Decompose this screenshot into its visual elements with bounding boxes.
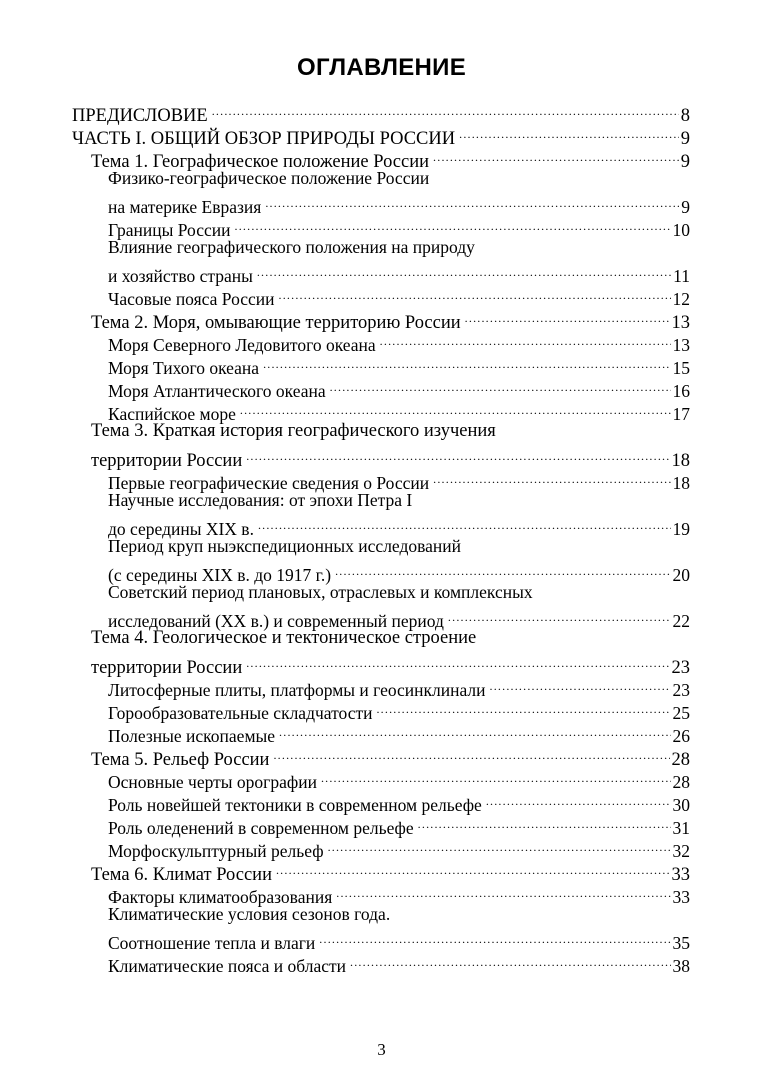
toc-entry-text: ЧАСТЬ I. ОБЩИЙ ОБЗОР ПРИРОДЫ РОССИИ: [72, 129, 456, 149]
toc-entry: [72, 627, 690, 650]
toc-entry-text: Советский период плановых, отраслевых и комплексных: [108, 582, 533, 602]
dot-leader: [465, 305, 670, 328]
toc-entry-page: 28: [671, 750, 690, 770]
dot-leader: [490, 673, 671, 696]
toc-entry: [72, 903, 690, 926]
toc-entry-text: Литосферные плиты, платформы и геосинклинали: [108, 680, 486, 700]
toc-entry-text: Полезные ископаемые: [108, 726, 276, 746]
toc-entry-page: 17: [672, 404, 690, 424]
dot-leader: [321, 765, 671, 788]
toc-entry: [72, 512, 690, 539]
toc-entry-page: 8: [680, 106, 690, 126]
toc-entry-page: 11: [673, 266, 690, 286]
toc-entry-text: Соотношение тепла и влаги: [108, 933, 316, 953]
toc-entry-text: Тема 5. Рельеф России: [91, 750, 270, 770]
toc-entry-text: Тема 1. Географическое положение России: [91, 152, 430, 172]
toc-entry-text: Тема 6. Климат России: [91, 865, 272, 885]
toc-entry-text: Основные черты орографии: [108, 772, 317, 792]
toc-entry-page: 26: [672, 726, 690, 746]
toc-entry-text: Физико-географическое положение России: [108, 168, 430, 188]
toc-entry-text: территории России: [91, 658, 243, 678]
table-of-contents: [72, 98, 690, 976]
toc-entry-text: Моря Северного Ледовитого океана: [108, 335, 376, 355]
dot-leader: [376, 696, 670, 719]
dot-leader: [279, 719, 670, 742]
toc-entry: [72, 650, 690, 678]
toc-entry-page: 23: [672, 680, 690, 700]
dot-leader: [279, 282, 671, 305]
dot-leader: [433, 144, 679, 167]
dot-leader: [448, 604, 671, 627]
toc-entry-page: 30: [672, 795, 690, 815]
toc-entry-text: Границы России: [108, 220, 231, 240]
dot-leader: [380, 328, 671, 351]
toc-entry-text: и хозяйство страны: [108, 266, 253, 286]
toc-entry: [72, 926, 690, 953]
toc-entry-text: Факторы климатообразования: [108, 887, 333, 907]
dot-leader: [240, 397, 671, 420]
toc-entry-page: 9: [681, 197, 690, 217]
toc-entry-text: Влияние географического положения на природу: [108, 237, 475, 257]
toc-entry-page: 28: [672, 772, 690, 792]
toc-entry: [72, 489, 690, 512]
dot-leader: [276, 857, 670, 880]
dot-leader: [258, 512, 671, 535]
toc-entry-text: Роль новейшей тектоники в современном рельефе: [108, 795, 482, 815]
toc-entry: [72, 259, 690, 286]
toc-entry-text: Горообразовательные складчатости: [108, 703, 373, 723]
toc-entry-text: Климатические пояса и области: [108, 956, 347, 976]
toc-entry-page: 32: [672, 841, 690, 861]
toc-entry-page: 9: [680, 129, 690, 149]
toc-entry-text: до середины XIX в.: [108, 519, 254, 539]
dot-leader: [319, 926, 670, 949]
dot-leader: [235, 213, 671, 236]
dot-leader: [433, 466, 670, 489]
toc-entry-page: 13: [672, 335, 690, 355]
toc-entry-text: Первые географические сведения о России: [108, 473, 430, 493]
toc-entry-text: Морфоскульптурный рельеф: [108, 841, 324, 861]
dot-leader: [263, 351, 670, 374]
toc-entry-text: ПРЕДИСЛОВИЕ: [72, 106, 208, 126]
toc-entry-page: 18: [672, 473, 690, 493]
toc-entry-page: 18: [671, 451, 690, 471]
dot-leader: [273, 742, 669, 765]
dot-leader: [486, 788, 671, 811]
toc-entry: [72, 604, 690, 631]
toc-entry-text: Тема 2. Моря, омывающие территорию России: [91, 313, 461, 333]
toc-entry-text: (с середины XIX в. до 1917 г.): [108, 565, 332, 585]
dot-leader: [418, 811, 671, 834]
toc-entry: [72, 236, 690, 259]
toc-entry: [72, 581, 690, 604]
toc-entry-text: Моря Атлантического океана: [108, 381, 326, 401]
toc-entry-text: территории России: [91, 451, 243, 471]
dot-leader: [335, 558, 670, 581]
toc-entry-page: 31: [672, 818, 690, 838]
page-number: 3: [377, 1040, 386, 1059]
toc-entry-page: 23: [671, 658, 690, 678]
toc-entry-text: Каспийское море: [108, 404, 236, 424]
toc-entry: [72, 535, 690, 558]
toc-entry-page: 10: [672, 220, 690, 240]
dot-leader: [350, 949, 670, 972]
toc-entry-page: 38: [672, 956, 690, 976]
toc-entry-text: на материке Евразия: [108, 197, 262, 217]
toc-entry-page: 16: [672, 381, 690, 401]
toc-entry-page: 25: [672, 703, 690, 723]
toc-entry-text: исследований (XX в.) и современный период: [108, 611, 444, 631]
dot-leader: [246, 443, 669, 466]
toc-entry: [72, 167, 690, 190]
toc-entry-page: 12: [672, 289, 690, 309]
toc-entry: [72, 98, 690, 126]
toc-entry-page: 15: [672, 358, 690, 378]
toc-entry-page: 33: [672, 887, 690, 907]
toc-entry-page: 20: [672, 565, 690, 585]
toc-entry: [72, 443, 690, 471]
toc-entry-text: Научные исследования: от эпохи Петра I: [108, 490, 413, 510]
toc-entry-text: Период круп ныэкспедиционных исследований: [108, 536, 462, 556]
toc-entry-page: 9: [680, 152, 690, 172]
toc-entry-text: Часовые пояса России: [108, 289, 275, 309]
dot-leader: [257, 259, 671, 282]
toc-entry-page: 22: [672, 611, 690, 631]
toc-entry: [72, 190, 690, 217]
dot-leader: [336, 880, 670, 903]
toc-entry-text: Роль оледенений в современном рельефе: [108, 818, 414, 838]
toc-entry-page: 19: [672, 519, 690, 539]
dot-leader: [212, 98, 679, 121]
toc-entry-text: Климатические условия сезонов года.: [108, 904, 391, 924]
page-title: ОГЛАВЛЕНИЕ: [296, 54, 467, 81]
toc-entry-text: Тема 4. Геологическое и тектоническое строение: [91, 628, 477, 648]
toc-entry: [72, 420, 690, 443]
toc-entry: [72, 558, 690, 585]
dot-leader: [330, 374, 671, 397]
dot-leader: [246, 650, 669, 673]
toc-entry-text: Тема 3. Краткая история географического изучения: [91, 421, 496, 441]
toc-entry-page: 13: [671, 313, 690, 333]
dot-leader: [459, 121, 679, 144]
toc-entry-page: 33: [671, 865, 690, 885]
dot-leader: [265, 190, 679, 213]
toc-entry-text: Моря Тихого океана: [108, 358, 260, 378]
toc-entry-page: 35: [672, 933, 690, 953]
dot-leader: [328, 834, 671, 857]
